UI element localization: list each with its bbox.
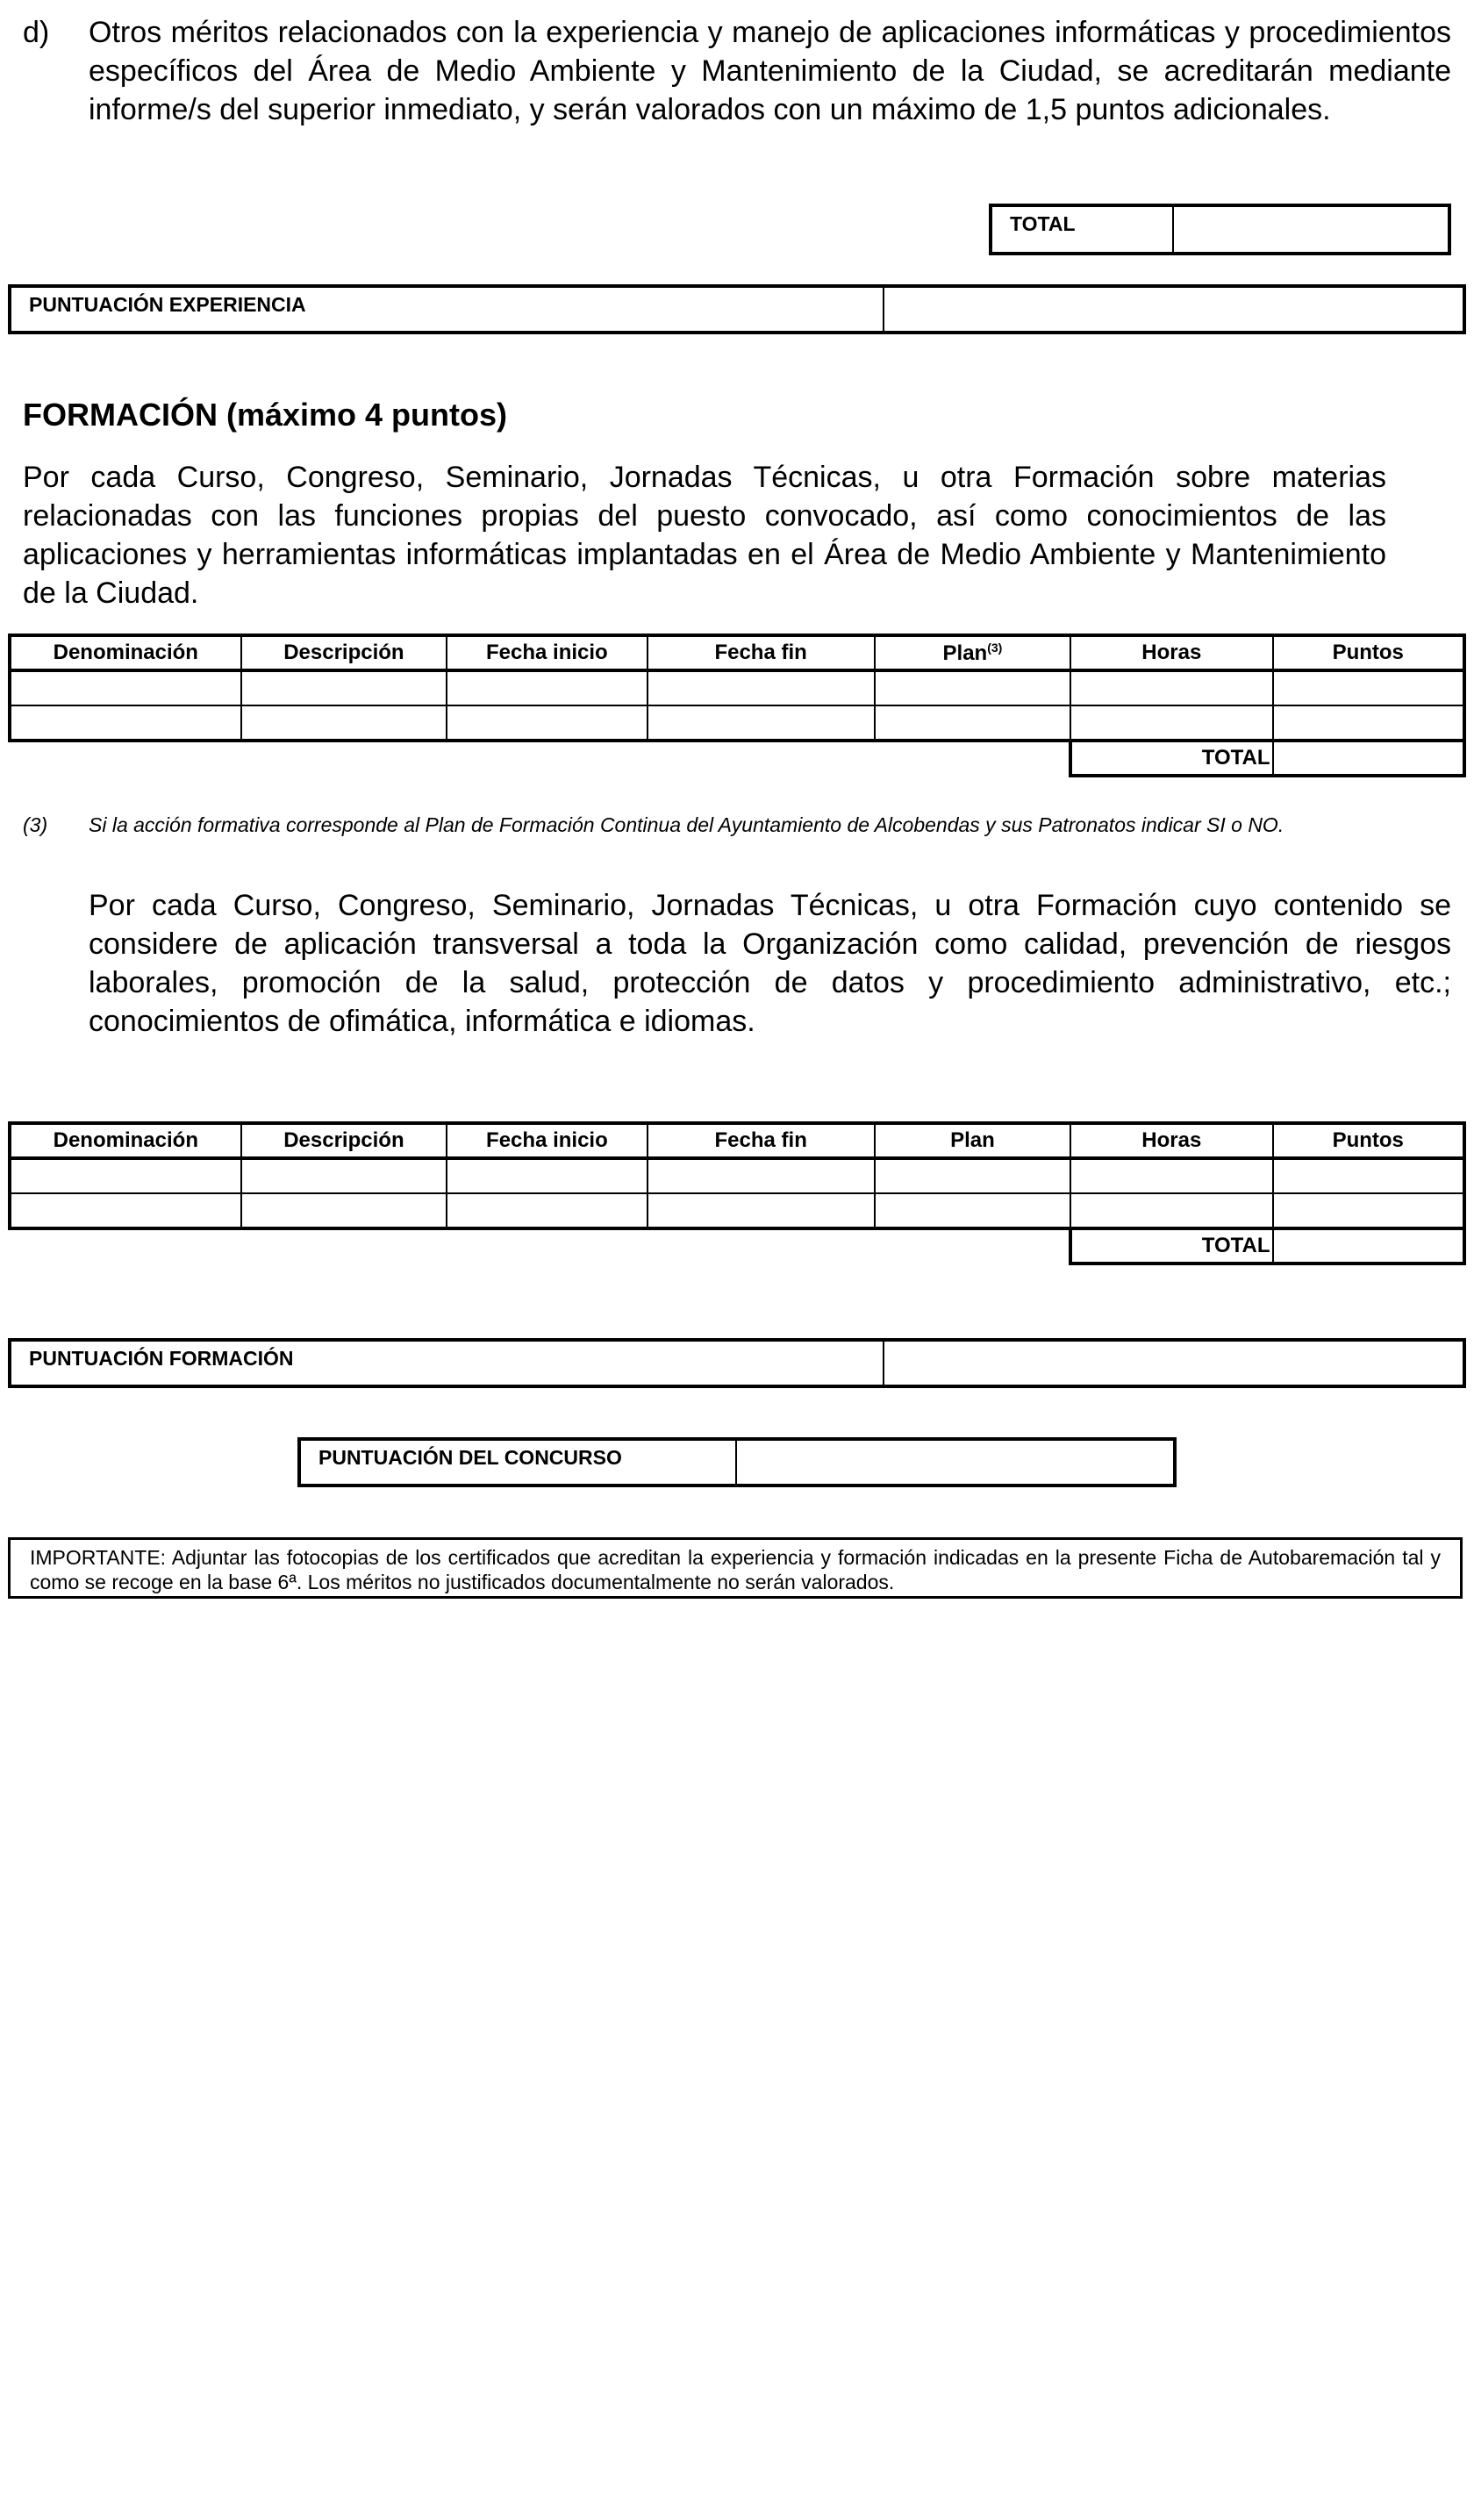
cell-input[interactable] (10, 1158, 241, 1193)
cell-input[interactable] (241, 1193, 447, 1228)
cell-input[interactable] (1273, 1193, 1465, 1228)
importante-note: IMPORTANTE: Adjuntar las fotocopias de los certificados que acreditan la experiencia y formación indicadas en la presente Ficha de Autobaremación tal y como se recoge en la base 6ª. Los méritos no justificados documentalmente no serán valorados. (8, 1537, 1463, 1599)
cell-input[interactable] (1070, 670, 1272, 705)
footnote-text: Si la acción formativa corresponde al Plan de Formación Continua del Ayuntamiento de Alcobendas y sus Patronatos indicar SI o NO. (89, 813, 1284, 836)
col-descripcion: Descripción (241, 635, 447, 670)
col-plan (875, 635, 1070, 670)
table-row (10, 1158, 1464, 1193)
col-fecha-fin: Fecha fin (648, 635, 875, 670)
col-puntos: Puntos (1273, 635, 1465, 670)
puntuacion-concurso-box (297, 1437, 1177, 1487)
puntuacion-experiencia-label: PUNTUACIÓN EXPERIENCIA (11, 288, 884, 331)
table-total-value[interactable] (1273, 741, 1465, 776)
cell-input[interactable] (1273, 705, 1465, 741)
formacion-intro: Por cada Curso, Congreso, Seminario, Jornadas Técnicas, u otra Formación sobre materias relacionadas con las funciones propias del puesto convocado, así como conocimientos de las aplicaciones y herramientas informáticas implantadas en el Área de Medio Ambiente y Mantenimiento de la Ciudad. (23, 461, 1386, 610)
cell-input[interactable] (447, 1193, 647, 1228)
puntuacion-experiencia-box (8, 284, 1466, 334)
puntuacion-formacion-box (8, 1338, 1466, 1388)
col-fecha-inicio: Fecha inicio (447, 1123, 647, 1158)
puntuacion-experiencia-field[interactable] (884, 288, 1463, 331)
table-total-label: TOTAL (1070, 1228, 1272, 1264)
table-row (10, 670, 1464, 705)
formacion-table-2 (8, 1121, 1466, 1265)
col-descripcion: Descripción (241, 1123, 447, 1158)
table-header-row (10, 1123, 1464, 1158)
section-d-text: Otros méritos relacionados con la experiencia y manejo de aplicaciones informáticas y procedimientos específicos del Área de Medio Ambiente y Mantenimiento de la Ciudad, se acreditarán mediante informe/s del superior inmediato, y serán valorados con un máximo de 1,5 puntos adicionales. (89, 16, 1451, 126)
col-denominacion: Denominación (10, 1123, 241, 1158)
total-value-field[interactable] (1174, 207, 1448, 252)
col-horas: Horas (1070, 635, 1272, 670)
cell-input[interactable] (241, 1158, 447, 1193)
table-row (10, 1193, 1464, 1228)
table-total-label: TOTAL (1070, 741, 1272, 776)
cell-input[interactable] (10, 1193, 241, 1228)
table-row (10, 705, 1464, 741)
table-total-row (10, 741, 1464, 776)
puntuacion-formacion-field[interactable] (884, 1342, 1463, 1385)
puntuacion-formacion-label: PUNTUACIÓN FORMACIÓN (11, 1342, 884, 1385)
cell-input[interactable] (648, 1193, 875, 1228)
col-fecha-inicio: Fecha inicio (447, 635, 647, 670)
plan-footnote-ref: (3) (987, 640, 1003, 655)
cell-input[interactable] (10, 670, 241, 705)
col-plan-label: Plan (942, 641, 988, 665)
cell-input[interactable] (648, 1158, 875, 1193)
formacion-table-1 (8, 634, 1466, 777)
puntuacion-concurso-label: PUNTUACIÓN DEL CONCURSO (301, 1441, 737, 1484)
formacion-heading: FORMACIÓN (máximo 4 puntos) (23, 397, 508, 433)
col-plan: Plan (875, 1123, 1070, 1158)
table-header-row (10, 635, 1464, 670)
cell-input[interactable] (648, 670, 875, 705)
table-total-row (10, 1228, 1464, 1264)
cell-input[interactable] (241, 705, 447, 741)
cell-input[interactable] (648, 705, 875, 741)
table-total-value[interactable] (1273, 1228, 1465, 1264)
total-box (989, 204, 1451, 255)
cell-input[interactable] (875, 1158, 1070, 1193)
col-puntos: Puntos (1273, 1123, 1465, 1158)
cell-input[interactable] (241, 670, 447, 705)
footnote-marker: (3) (23, 813, 48, 836)
cell-input[interactable] (447, 1158, 647, 1193)
cell-input[interactable] (447, 705, 647, 741)
col-denominacion: Denominación (10, 635, 241, 670)
cell-input[interactable] (1070, 705, 1272, 741)
cell-input[interactable] (1273, 670, 1465, 705)
section-d-marker: d) (23, 16, 50, 49)
cell-input[interactable] (875, 1193, 1070, 1228)
cell-input[interactable] (875, 705, 1070, 741)
col-horas: Horas (1070, 1123, 1272, 1158)
puntuacion-concurso-field[interactable] (737, 1441, 1173, 1484)
cell-input[interactable] (10, 705, 241, 741)
col-fecha-fin: Fecha fin (648, 1123, 875, 1158)
total-label: TOTAL (992, 207, 1174, 252)
formacion-intro-2: Por cada Curso, Congreso, Seminario, Jornadas Técnicas, u otra Formación cuyo contenido se considere de aplicación transversal a toda la Organización como calidad, prevención de riesgos laborales, promoción de la salud, protección de datos y procedimiento administrativo, etc.; conocimientos de ofimática, informática e idiomas. (89, 889, 1451, 1038)
cell-input[interactable] (1070, 1193, 1272, 1228)
cell-input[interactable] (1273, 1158, 1465, 1193)
cell-input[interactable] (875, 670, 1070, 705)
cell-input[interactable] (447, 670, 647, 705)
cell-input[interactable] (1070, 1158, 1272, 1193)
